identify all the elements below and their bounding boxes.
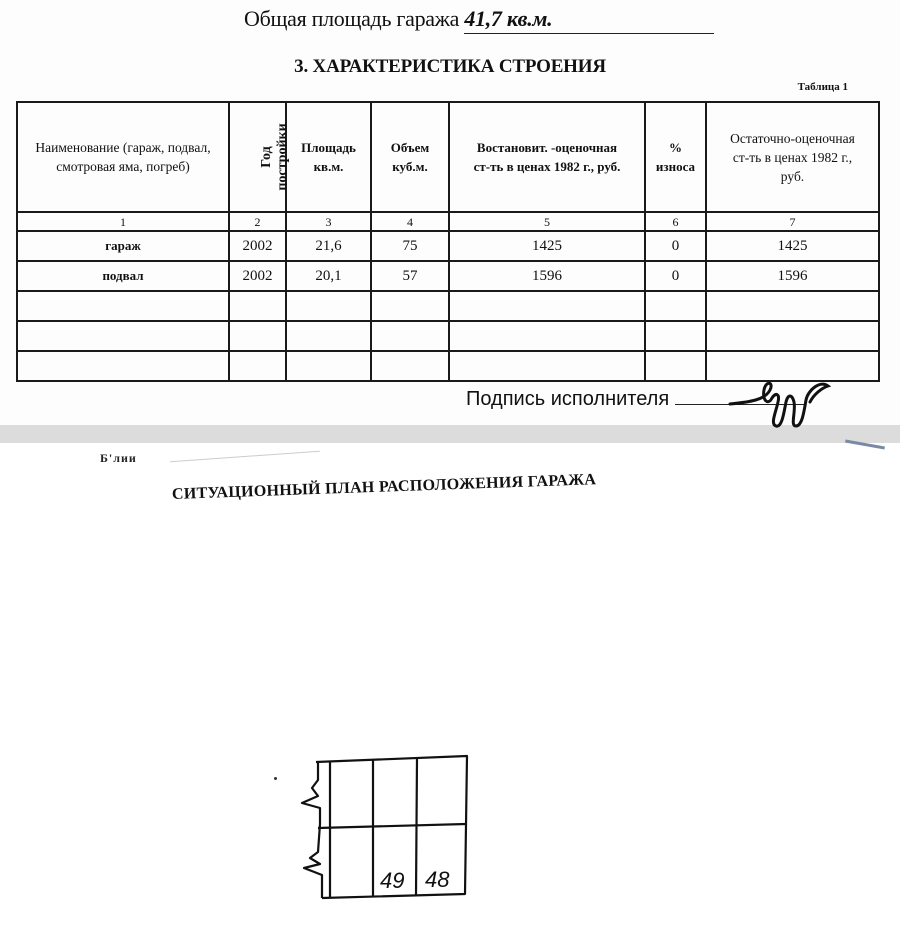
building-characteristics-table: [16, 101, 880, 382]
cell-name: подвал: [17, 261, 229, 291]
cell-wear: 0: [645, 261, 706, 291]
cell-volume: 57: [371, 261, 449, 291]
plan-label-49: 49: [380, 868, 405, 893]
cell-year: 2002: [229, 231, 286, 261]
column-number: 7: [706, 212, 879, 231]
cell-area: 21,6: [286, 231, 371, 261]
cell-area: 20,1: [286, 261, 371, 291]
table-row: [17, 231, 879, 261]
header-volume: Объем куб.м.: [371, 102, 449, 212]
table-row: [17, 261, 879, 291]
section-title: 3. ХАРАКТЕРИСТИКА СТРОЕНИЯ: [294, 56, 606, 77]
cell-restoration-cost: 1596: [449, 261, 645, 291]
cell-residual-cost: 1596: [706, 261, 879, 291]
handwritten-signature-icon: [710, 372, 850, 432]
signature-label: Подпись исполнителя: [466, 388, 670, 410]
header-name: Наименование (гараж, подвал, смотровая яма, погреб): [17, 102, 229, 212]
header-restoration-cost: Востановит. -оценочная ст-ть в ценах 1982 г., руб.: [449, 102, 645, 212]
column-number-row: [17, 212, 879, 231]
header-year-text: Год постройки: [259, 123, 290, 191]
header-wear: % износа: [645, 102, 706, 212]
table-header-row: [17, 102, 879, 212]
cell-year: 2002: [229, 261, 286, 291]
total-area-line: [244, 6, 714, 34]
cell-wear: 0: [645, 231, 706, 261]
column-number: 3: [286, 212, 371, 231]
cell-residual-cost: 1425: [706, 231, 879, 261]
empty-table-row: [17, 291, 879, 321]
header-year: [229, 102, 290, 212]
header-area: Площадь кв.м.: [286, 102, 371, 212]
total-area-value: 41,7 кв.м.: [464, 6, 714, 34]
column-number: 5: [449, 212, 645, 231]
column-number: 1: [17, 212, 229, 231]
column-number: 4: [371, 212, 449, 231]
situational-plan-drawing: [260, 740, 500, 910]
cell-restoration-cost: 1425: [449, 231, 645, 261]
plan-title: СИТУАЦИОННЫЙ ПЛАН РАСПОЛОЖЕНИЯ ГАРАЖА: [171, 471, 597, 503]
header-residual-cost: Остаточно-оценочная ст-ть в ценах 1982 г., руб.: [706, 102, 879, 212]
cell-volume: 75: [371, 231, 449, 261]
stray-text: Б'лии: [100, 451, 137, 465]
column-number: 2: [229, 212, 286, 231]
empty-table-row: [17, 321, 879, 351]
table-label: Таблица 1: [797, 81, 848, 93]
total-area-label: Общая площадь гаража: [244, 6, 460, 31]
cell-name: гараж: [17, 231, 229, 261]
column-number: 6: [645, 212, 706, 231]
plan-label-48: 48: [425, 867, 450, 892]
